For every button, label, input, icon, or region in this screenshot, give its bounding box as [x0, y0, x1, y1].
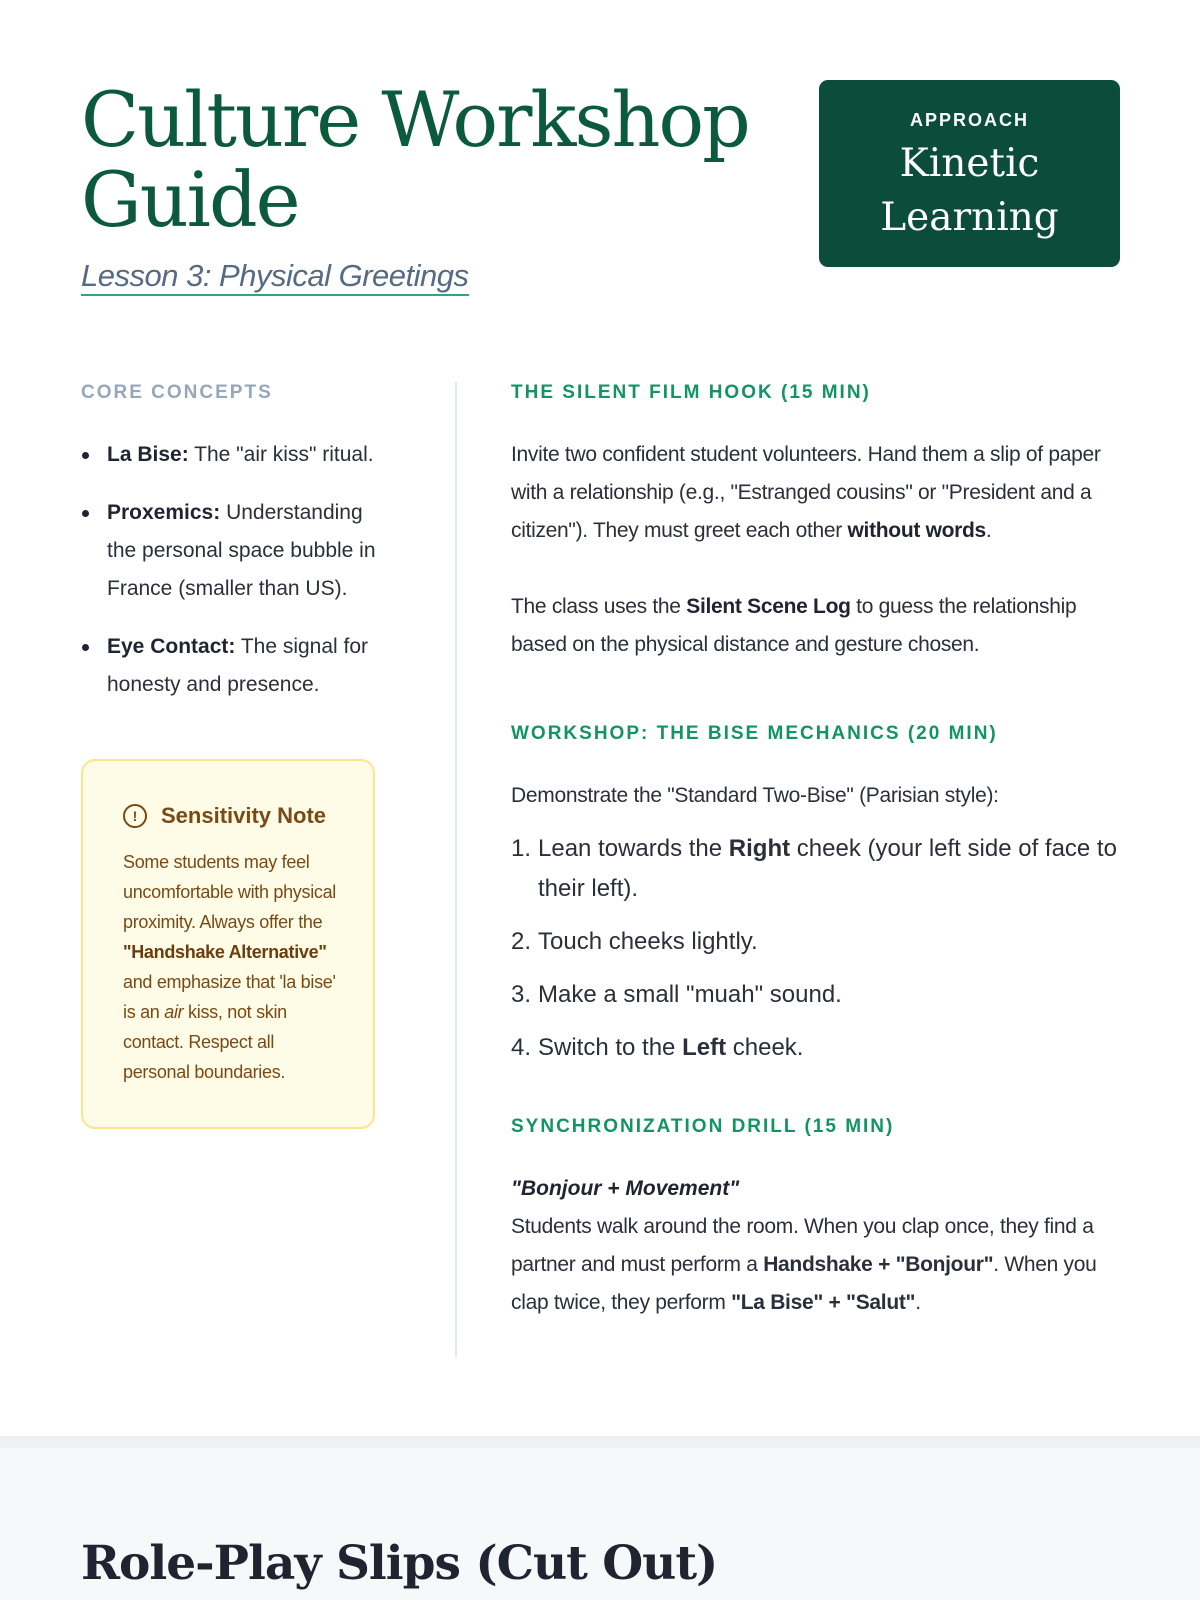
role-play-section	[0, 1436, 1200, 1600]
step-number: 2.	[511, 928, 532, 955]
approach-value-line-1: Kinetic	[899, 141, 1040, 186]
concept-term: Eye Contact:	[107, 635, 236, 658]
bise-step	[511, 975, 1131, 1015]
concept-item-proxemics	[81, 494, 381, 608]
concept-term: La Bise:	[107, 443, 189, 466]
page-header	[81, 75, 1121, 310]
page-title: Culture Workshop Guide	[81, 75, 749, 244]
paragraph-text: The class uses the	[511, 595, 687, 618]
step-bold: Left	[682, 1034, 727, 1061]
drill-text: . When you clap twice, they perform	[511, 1253, 1097, 1314]
bise-steps-list	[511, 829, 1131, 1068]
approach-value	[819, 137, 1120, 245]
main-column	[511, 380, 1131, 1322]
concept-text: Understanding the personal space bubble in France (smaller than US).	[107, 501, 376, 600]
drill-bold: Handshake + "Bonjour"	[763, 1253, 994, 1276]
step-text: Touch cheeks lightly.	[538, 928, 758, 955]
paragraph-text: Invite two confident student volunteers. Hand them a slip of paper with a relationship (e.g., "Estranged cousins" or "President and a citizen"). They must greet each other	[511, 443, 1101, 542]
sensitivity-note-text	[123, 847, 343, 1087]
concept-item-la-bise	[81, 436, 381, 474]
step-text: Lean towards the	[538, 835, 729, 862]
drill-text: Students walk around the room. When you clap once, they find a partner and must perform a	[511, 1215, 1094, 1276]
note-italic-part: air	[164, 1002, 184, 1022]
step-number: 4.	[511, 1034, 532, 1061]
step-number: 3.	[511, 981, 532, 1008]
paragraph-text: to guess the relationship based on the physical distance and gesture chosen.	[511, 595, 1077, 656]
note-text-part: kiss, not skin contact. Respect all personal boundaries.	[123, 1002, 287, 1082]
concept-term: Proxemics:	[107, 501, 221, 524]
note-bold-part: "Handshake Alternative"	[123, 942, 327, 962]
step-text: cheek.	[726, 1034, 804, 1061]
step-number: 1.	[511, 835, 532, 862]
step-bold: Right	[728, 835, 791, 862]
alert-circle-icon: !	[123, 804, 147, 828]
sensitivity-note-title: Sensitivity Note	[161, 803, 327, 828]
role-play-title: Role-Play Slips (Cut Out)	[81, 1536, 718, 1591]
concept-text: The "air kiss" ritual.	[188, 443, 374, 466]
bise-step	[511, 1028, 1131, 1068]
approach-value-line-2: Learning	[880, 195, 1059, 240]
paragraph-bold: without words	[847, 519, 986, 542]
step-text: cheek (your left side of face to their left).	[538, 835, 1117, 902]
note-text-part: and emphasize that 'la bise' is an	[123, 972, 336, 1022]
approach-label: APPROACH	[909, 110, 1029, 130]
sidebar-column	[81, 380, 381, 1129]
paragraph-bold: Silent Scene Log	[686, 595, 851, 618]
approach-badge	[819, 80, 1120, 267]
paragraph-text: .	[985, 519, 992, 542]
sync-drill-heading: SYNCHRONIZATION DRILL (15 MIN)	[511, 1116, 895, 1137]
bise-mechanics-heading: WORKSHOP: THE BISE MECHANICS (20 MIN)	[511, 723, 998, 744]
sensitivity-note-header	[123, 803, 343, 829]
sensitivity-note-callout	[81, 759, 375, 1129]
concept-item-eye-contact	[81, 628, 381, 704]
step-text: Make a small "muah" sound.	[538, 981, 842, 1008]
column-divider	[455, 382, 457, 1357]
sync-drill-body	[511, 1208, 1131, 1322]
drill-bold: "La Bise" + "Salut"	[731, 1291, 916, 1314]
silent-film-paragraph-2	[511, 588, 1131, 664]
sync-drill-title: "Bonjour + Movement"	[511, 1177, 740, 1200]
drill-text: .	[915, 1291, 921, 1314]
lesson-subtitle: Lesson 3: Physical Greetings	[81, 258, 469, 296]
step-text: Switch to the	[538, 1034, 683, 1061]
silent-film-paragraph-1	[511, 436, 1131, 550]
core-concepts-heading: CORE CONCEPTS	[81, 382, 273, 403]
bise-step	[511, 829, 1131, 909]
silent-film-heading: THE SILENT FILM HOOK (15 MIN)	[511, 382, 871, 403]
core-concepts-list	[81, 436, 381, 704]
bise-step	[511, 922, 1131, 962]
note-text-part: Some students may feel uncomfortable with physical proximity. Always offer the	[123, 852, 337, 932]
concept-text: The signal for honesty and presence.	[107, 635, 369, 696]
bise-mechanics-intro: Demonstrate the "Standard Two-Bise" (Parisian style):	[511, 784, 999, 807]
